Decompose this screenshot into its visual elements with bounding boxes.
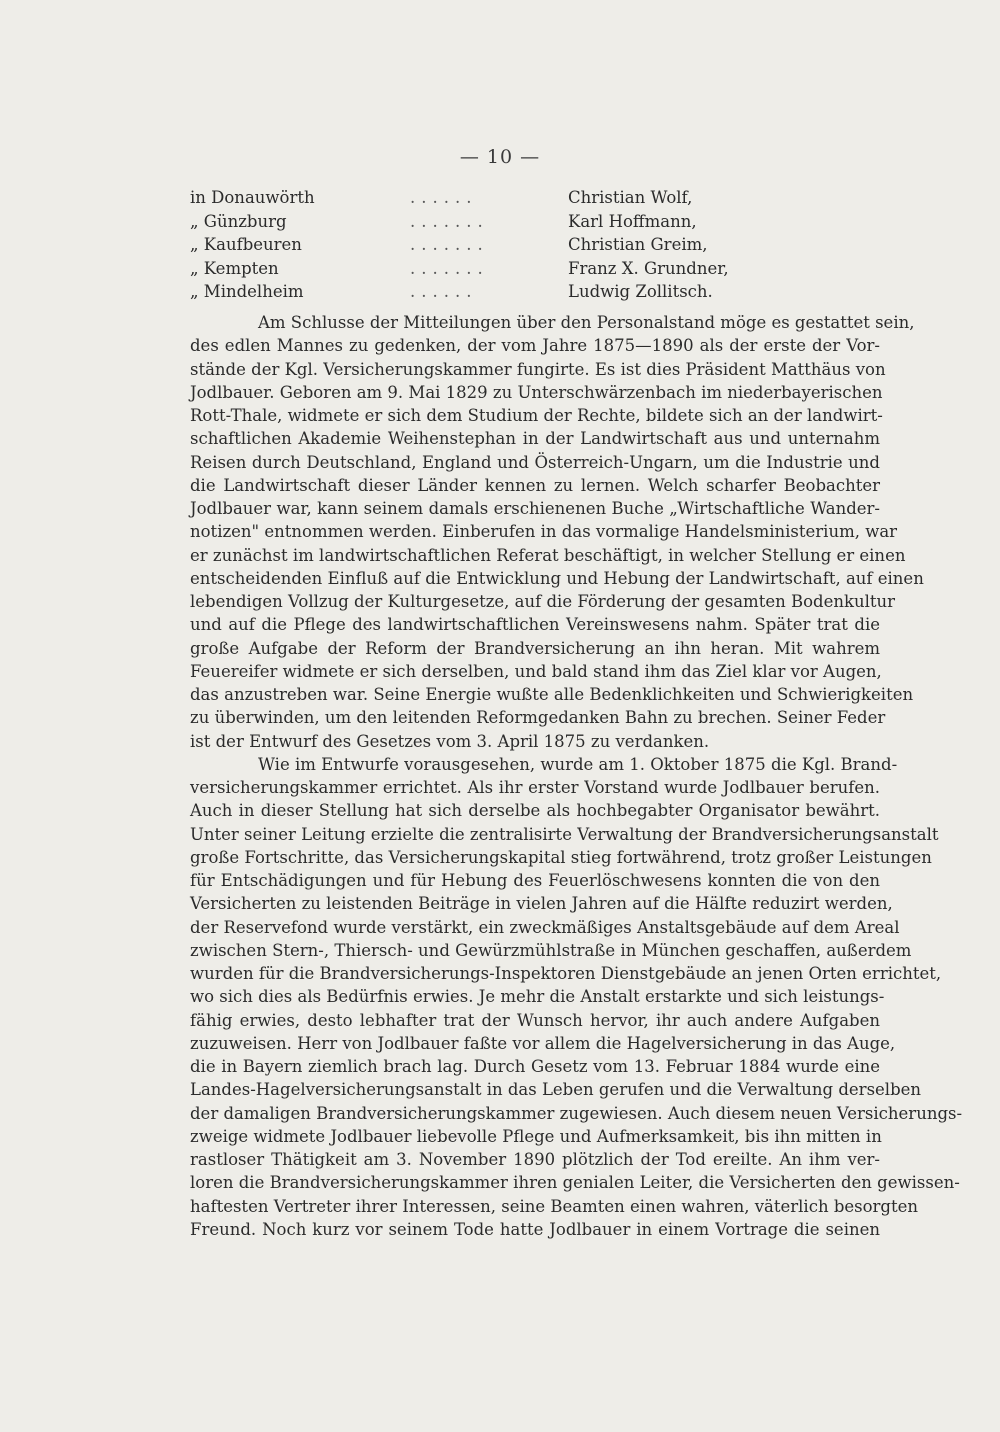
text-line: Unter seiner Leitung erzielte die zentralisirte Verwaltung der Brandversicherungsanstalt [190, 824, 939, 844]
text-line: Jodlbauer. Geboren am 9. Mai 1829 zu Unterschwärzenbach im niederbayerischen [190, 382, 883, 402]
paragraph [190, 753, 963, 1241]
list-item-place: „ Kaufbeuren [190, 235, 302, 254]
paragraph [190, 311, 924, 753]
text-line: Jodlbauer war, kann seinem damals erschienenen Buche „Wirtschaftliche Wander- [190, 499, 880, 518]
text-line: Wie im Entwurfe vorausgesehen, wurde am 1. Oktober 1875 die Kgl. Brand- [258, 754, 898, 774]
text-line: die in Bayern ziemlich brach lag. Durch Gesetz vom 13. Februar 1884 wurde eine [190, 1057, 880, 1076]
list-item-person: Karl Hoffmann, [568, 211, 697, 231]
list-item-person: Franz X. Grundner, [568, 258, 729, 278]
text-line: große Fortschritte, das Versicherungskapital stieg fortwährend, trotz großer Leistungen [190, 847, 932, 867]
text-line: ist der Entwurf des Gesetzes vom 3. April 1875 zu verdanken. [190, 731, 710, 751]
text-line: notizen" entnommen werden. Einberufen in das vormalige Handelsministerium, war [190, 522, 898, 542]
text-line: versicherungskammer errichtet. Als ihr erster Vorstand wurde Jodlbauer berufen. [190, 778, 880, 797]
text-line: haftesten Vertreter ihrer Interessen, seine Beamten einen wahren, väterlich besorgten [190, 1196, 919, 1216]
text-line: Versicherten zu leistenden Beiträge in vielen Jahren auf die Hälfte reduzirt werden, [190, 894, 893, 914]
list-item-person: Ludwig Zollitsch. [568, 282, 713, 301]
text-line: große Aufgabe der Reform der Brandversicherung an ihn heran. Mit wahrem [190, 638, 880, 658]
text-line: fähig erwies, desto lebhafter trat der Wunsch hervor, ihr auch andere Aufgaben [190, 1010, 880, 1030]
list-item [190, 233, 890, 257]
district-list [190, 186, 890, 304]
text-line: zuzuweisen. Herr von Jodlbauer faßte vor allem die Hagelversicherung in das Auge, [190, 1033, 896, 1053]
list-item [190, 210, 890, 234]
leader-dots: ....... [410, 211, 489, 231]
list-item-place: „ Kempten [190, 258, 279, 278]
leader-dots: ....... [410, 258, 489, 278]
text-line: stände der Kgl. Versicherungskammer fungirte. Es ist dies Präsident Matthäus von [190, 359, 886, 379]
list-item-person: Christian Wolf, [568, 188, 693, 207]
leader-dots: ...... [410, 188, 478, 207]
text-line: Am Schlusse der Mitteilungen über den Personalstand möge es gestattet sein, [258, 313, 915, 332]
text-line: Freund. Noch kurz vor seinem Tode hatte Jodlbauer in einem Vortrage die seinen [190, 1219, 880, 1239]
leader-dots: ....... [410, 235, 489, 254]
text-line: wo sich dies als Bedürfnis erwies. Je mehr die Anstalt erstarkte und sich leistungs- [190, 987, 885, 1007]
text-line: und auf die Pflege des landwirtschaftlichen Vereinswesens nahm. Später trat die [190, 615, 880, 635]
text-line: Feuereifer widmete er sich derselben, und bald stand ihm das Ziel klar vor Augen, [190, 661, 882, 681]
text-line: der damaligen Brandversicherungskammer zugewiesen. Auch diesem neuen Versicherungs- [190, 1103, 963, 1123]
text-line: des edlen Mannes zu gedenken, der vom Jahre 1875—1890 als der erste der Vor- [190, 336, 880, 356]
text-line: Landes-Hagelversicherungsanstalt in das Leben gerufen und die Verwaltung derselben [190, 1080, 922, 1100]
text-line: loren die Brandversicherungskammer ihren genialen Leiter, die Versicherten den gewissen- [190, 1173, 960, 1193]
text-line: der Reservefond wurde verstärkt, ein zweckmäßiges Anstaltsgebäude auf dem Areal [190, 917, 900, 937]
text-line: Reisen durch Deutschland, England und Österreich-Ungarn, um die Industrie und [190, 452, 880, 472]
text-line: zwischen Stern-, Thiersch- und Gewürzmühlstraße in München geschaffen, außerdem [190, 940, 912, 960]
text-line: das anzustreben war. Seine Energie wußte alle Bedenklichkeiten und Schwierigkeiten [190, 685, 914, 704]
list-item-person: Christian Greim, [568, 235, 708, 254]
text-line: schaftlichen Akademie Weihenstephan in der Landwirtschaft aus und unternahm [190, 429, 880, 449]
body-text [190, 311, 963, 1241]
text-line: entscheidenden Einfluß auf die Entwicklung und Hebung der Landwirtschaft, auf einen [190, 568, 924, 588]
text-line: für Entschädigungen und für Hebung des Feuerlöschwesens konnten die von den [190, 871, 880, 890]
text-line: wurden für die Brandversicherungs-Inspektoren Dienstgebäude an jenen Orten errichtet, [190, 964, 942, 983]
text-line: zweige widmete Jodlbauer liebevolle Pflege und Aufmerksamkeit, bis ihn mitten in [190, 1126, 882, 1146]
text-line: Rott-Thale, widmete er sich dem Studium der Rechte, bildete sich an der landwirt- [190, 406, 883, 425]
page-number: — 10 — [459, 146, 541, 168]
list-item-place: „ Mindelheim [190, 282, 304, 301]
text-line: Auch in dieser Stellung hat sich derselbe als hochbegabter Organisator bewährt. [190, 801, 880, 821]
text-line: lebendigen Vollzug der Kulturgesetze, auf die Förderung der gesamten Bodenkultur [190, 592, 896, 611]
text-line: zu überwinden, um den leitenden Reformgedanken Bahn zu brechen. Seiner Feder [190, 708, 886, 728]
list-item-place: „ Günzburg [190, 211, 287, 231]
text-line: rastloser Thätigkeit am 3. November 1890 plötzlich der Tod ereilte. An ihm ver- [190, 1150, 880, 1169]
list-item [190, 280, 890, 304]
leader-dots: ...... [410, 282, 478, 301]
list-item [190, 186, 890, 210]
list-item [190, 257, 890, 281]
list-item-place: in Donauwörth [190, 188, 315, 207]
text-line: er zunächst im landwirtschaftlichen Referat beschäftigt, in welcher Stellung er einen [190, 545, 906, 565]
text-line: die Landwirtschaft dieser Länder kennen zu lernen. Welch scharfer Beobachter [190, 475, 880, 495]
